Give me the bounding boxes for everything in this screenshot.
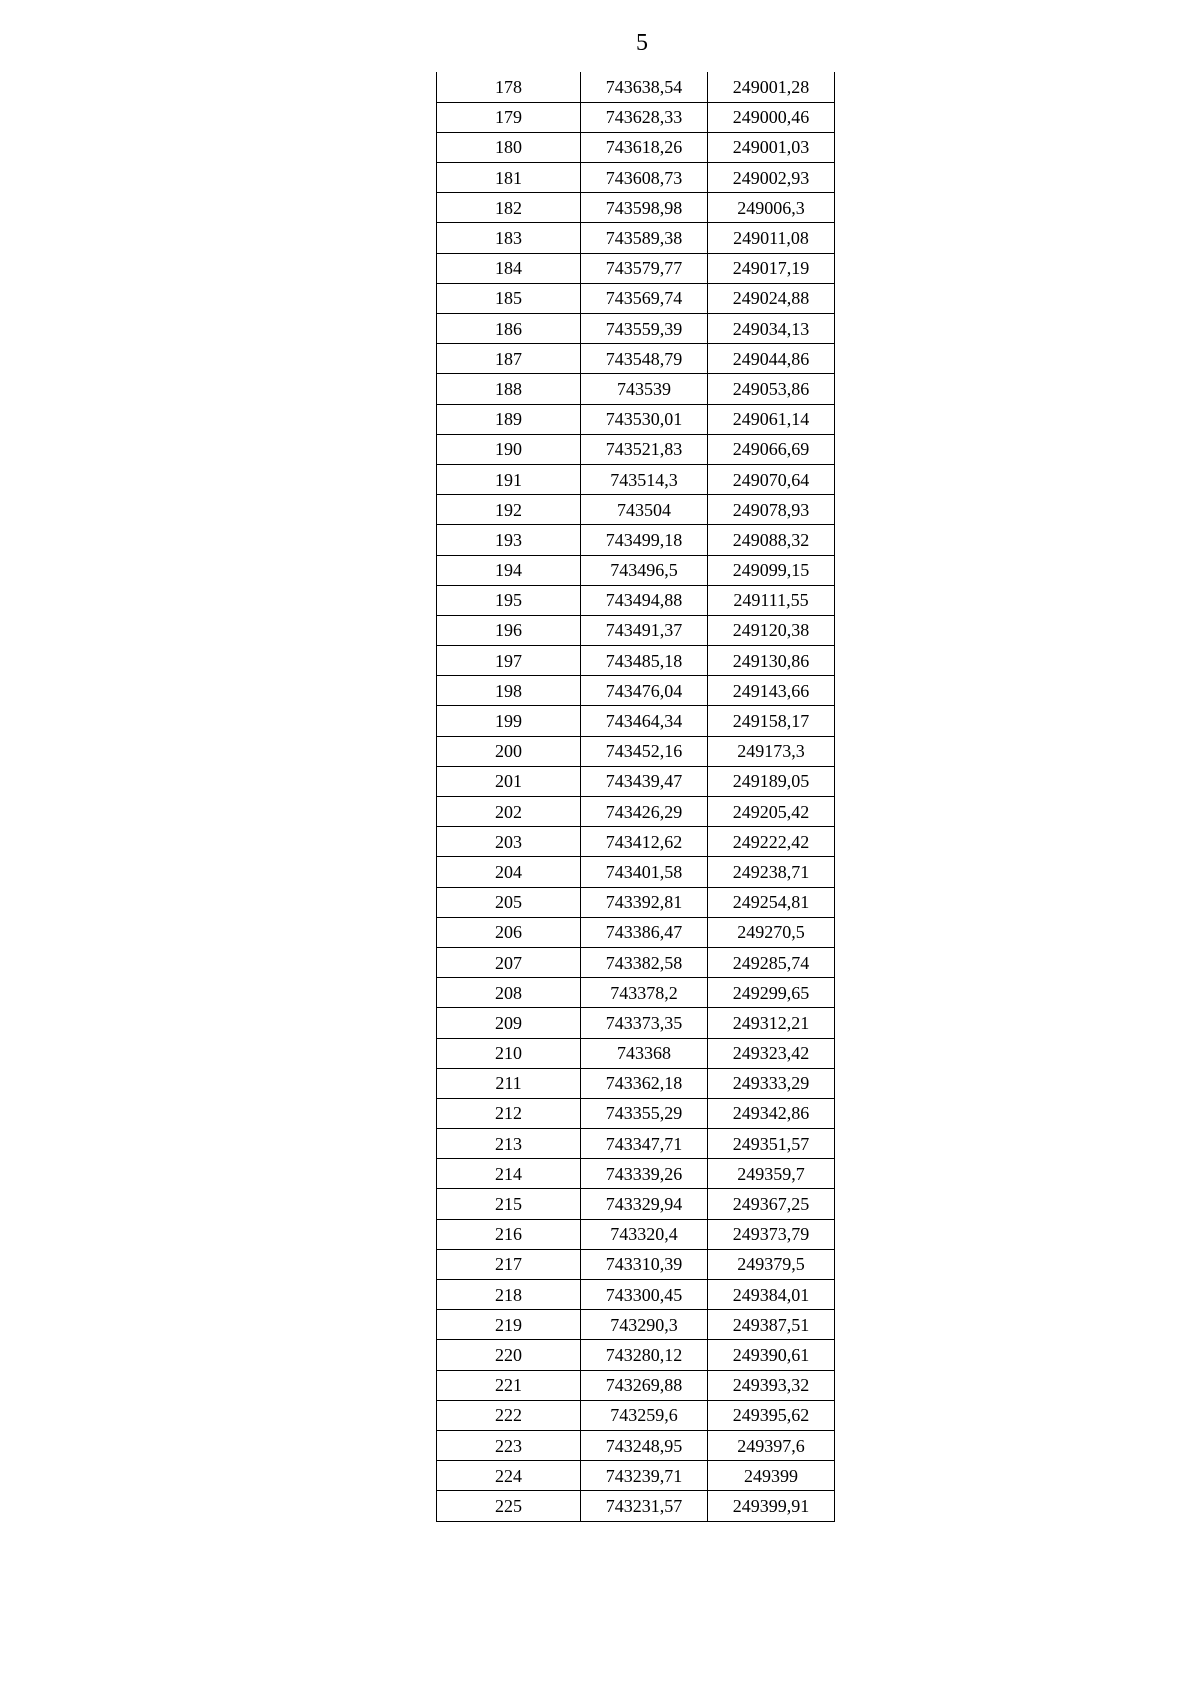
y-coordinate-cell: 249205,42 — [708, 797, 835, 827]
point-number-cell: 193 — [437, 525, 581, 555]
point-number-cell: 214 — [437, 1159, 581, 1189]
y-coordinate-cell: 249189,05 — [708, 766, 835, 796]
table-row — [437, 947, 835, 977]
x-coordinate-cell: 743598,98 — [581, 193, 708, 223]
table-row — [437, 404, 835, 434]
x-coordinate-cell: 743239,71 — [581, 1461, 708, 1491]
table-row — [437, 1370, 835, 1400]
point-number-cell: 195 — [437, 585, 581, 615]
point-number-cell: 201 — [437, 766, 581, 796]
x-coordinate-cell: 743412,62 — [581, 827, 708, 857]
y-coordinate-cell: 249044,86 — [708, 344, 835, 374]
point-number-cell: 218 — [437, 1280, 581, 1310]
point-number-cell: 220 — [437, 1340, 581, 1370]
table-row — [437, 374, 835, 404]
y-coordinate-cell: 249001,03 — [708, 132, 835, 162]
x-coordinate-cell: 743310,39 — [581, 1249, 708, 1279]
x-coordinate-cell: 743638,54 — [581, 72, 708, 102]
x-coordinate-cell: 743339,26 — [581, 1159, 708, 1189]
point-number-cell: 205 — [437, 887, 581, 917]
y-coordinate-cell: 249351,57 — [708, 1129, 835, 1159]
y-coordinate-cell: 249006,3 — [708, 193, 835, 223]
point-number-cell: 200 — [437, 736, 581, 766]
x-coordinate-cell: 743329,94 — [581, 1189, 708, 1219]
table-row — [437, 132, 835, 162]
table-row — [437, 1098, 835, 1128]
y-coordinate-cell: 249312,21 — [708, 1008, 835, 1038]
table-row — [437, 1400, 835, 1430]
x-coordinate-cell: 743548,79 — [581, 344, 708, 374]
x-coordinate-cell: 743530,01 — [581, 404, 708, 434]
point-number-cell: 216 — [437, 1219, 581, 1249]
x-coordinate-cell: 743259,6 — [581, 1400, 708, 1430]
y-coordinate-cell: 249367,25 — [708, 1189, 835, 1219]
point-number-cell: 190 — [437, 434, 581, 464]
y-coordinate-cell: 249393,32 — [708, 1370, 835, 1400]
table-row — [437, 1038, 835, 1068]
table-row — [437, 706, 835, 736]
y-coordinate-cell: 249333,29 — [708, 1068, 835, 1098]
point-number-cell: 187 — [437, 344, 581, 374]
x-coordinate-cell: 743248,95 — [581, 1430, 708, 1460]
table-row — [437, 797, 835, 827]
point-number-cell: 184 — [437, 253, 581, 283]
point-number-cell: 217 — [437, 1249, 581, 1279]
x-coordinate-cell: 743539 — [581, 374, 708, 404]
point-number-cell: 215 — [437, 1189, 581, 1219]
x-coordinate-cell: 743439,47 — [581, 766, 708, 796]
table-row — [437, 585, 835, 615]
table-row — [437, 555, 835, 585]
table-row — [437, 1340, 835, 1370]
y-coordinate-cell: 249061,14 — [708, 404, 835, 434]
table-row — [437, 646, 835, 676]
point-number-cell: 207 — [437, 947, 581, 977]
x-coordinate-cell: 743269,88 — [581, 1370, 708, 1400]
x-coordinate-cell: 743618,26 — [581, 132, 708, 162]
y-coordinate-cell: 249222,42 — [708, 827, 835, 857]
table-row — [437, 827, 835, 857]
point-number-cell: 208 — [437, 978, 581, 1008]
y-coordinate-cell: 249088,32 — [708, 525, 835, 555]
table-row — [437, 253, 835, 283]
point-number-cell: 203 — [437, 827, 581, 857]
table-row — [437, 1068, 835, 1098]
table-row — [437, 1310, 835, 1340]
x-coordinate-cell: 743382,58 — [581, 947, 708, 977]
point-number-cell: 191 — [437, 464, 581, 494]
point-number-cell: 213 — [437, 1129, 581, 1159]
y-coordinate-cell: 249238,71 — [708, 857, 835, 887]
y-coordinate-cell: 249373,79 — [708, 1219, 835, 1249]
x-coordinate-cell: 743378,2 — [581, 978, 708, 1008]
point-number-cell: 183 — [437, 223, 581, 253]
x-coordinate-cell: 743569,74 — [581, 283, 708, 313]
x-coordinate-cell: 743494,88 — [581, 585, 708, 615]
table-row — [437, 736, 835, 766]
x-coordinate-cell: 743452,16 — [581, 736, 708, 766]
x-coordinate-cell: 743496,5 — [581, 555, 708, 585]
x-coordinate-cell: 743300,45 — [581, 1280, 708, 1310]
table-row — [437, 434, 835, 464]
table-row — [437, 193, 835, 223]
y-coordinate-cell: 249399 — [708, 1461, 835, 1491]
table-row — [437, 917, 835, 947]
point-number-cell: 199 — [437, 706, 581, 736]
point-number-cell: 209 — [437, 1008, 581, 1038]
table-row — [437, 857, 835, 887]
point-number-cell: 182 — [437, 193, 581, 223]
point-number-cell: 210 — [437, 1038, 581, 1068]
point-number-cell: 196 — [437, 615, 581, 645]
table-row — [437, 283, 835, 313]
x-coordinate-cell: 743521,83 — [581, 434, 708, 464]
table-row — [437, 223, 835, 253]
point-number-cell: 189 — [437, 404, 581, 434]
y-coordinate-cell: 249070,64 — [708, 464, 835, 494]
y-coordinate-cell: 249342,86 — [708, 1098, 835, 1128]
y-coordinate-cell: 249399,91 — [708, 1491, 835, 1521]
table-row — [437, 1280, 835, 1310]
point-number-cell: 197 — [437, 646, 581, 676]
point-number-cell: 204 — [437, 857, 581, 887]
point-number-cell: 206 — [437, 917, 581, 947]
table-row — [437, 1129, 835, 1159]
point-number-cell: 219 — [437, 1310, 581, 1340]
table-row — [437, 1491, 835, 1521]
x-coordinate-cell: 743485,18 — [581, 646, 708, 676]
page-number: 5 — [636, 30, 648, 56]
x-coordinate-cell: 743579,77 — [581, 253, 708, 283]
x-coordinate-cell: 743392,81 — [581, 887, 708, 917]
table-row — [437, 525, 835, 555]
table-row — [437, 1159, 835, 1189]
point-number-cell: 194 — [437, 555, 581, 585]
x-coordinate-cell: 743426,29 — [581, 797, 708, 827]
point-number-cell: 180 — [437, 132, 581, 162]
x-coordinate-cell: 743347,71 — [581, 1129, 708, 1159]
x-coordinate-cell: 743401,58 — [581, 857, 708, 887]
y-coordinate-cell: 249359,7 — [708, 1159, 835, 1189]
y-coordinate-cell: 249099,15 — [708, 555, 835, 585]
y-coordinate-cell: 249270,5 — [708, 917, 835, 947]
x-coordinate-cell: 743231,57 — [581, 1491, 708, 1521]
y-coordinate-cell: 249066,69 — [708, 434, 835, 464]
table-row — [437, 344, 835, 374]
y-coordinate-cell: 249053,86 — [708, 374, 835, 404]
y-coordinate-cell: 249387,51 — [708, 1310, 835, 1340]
y-coordinate-cell: 249397,6 — [708, 1430, 835, 1460]
y-coordinate-cell: 249024,88 — [708, 283, 835, 313]
x-coordinate-cell: 743476,04 — [581, 676, 708, 706]
point-number-cell: 222 — [437, 1400, 581, 1430]
x-coordinate-cell: 743628,33 — [581, 102, 708, 132]
table-row — [437, 766, 835, 796]
x-coordinate-cell: 743608,73 — [581, 163, 708, 193]
x-coordinate-cell: 743362,18 — [581, 1068, 708, 1098]
y-coordinate-cell: 249001,28 — [708, 72, 835, 102]
y-coordinate-cell: 249254,81 — [708, 887, 835, 917]
point-number-cell: 192 — [437, 495, 581, 525]
y-coordinate-cell: 249143,66 — [708, 676, 835, 706]
y-coordinate-cell: 249158,17 — [708, 706, 835, 736]
x-coordinate-cell: 743491,37 — [581, 615, 708, 645]
y-coordinate-cell: 249002,93 — [708, 163, 835, 193]
x-coordinate-cell: 743464,34 — [581, 706, 708, 736]
point-number-cell: 185 — [437, 283, 581, 313]
x-coordinate-cell: 743386,47 — [581, 917, 708, 947]
coordinates-table-body — [437, 72, 835, 1521]
table-row — [437, 1008, 835, 1038]
table-row — [437, 1219, 835, 1249]
point-number-cell: 179 — [437, 102, 581, 132]
point-number-cell: 211 — [437, 1068, 581, 1098]
coordinates-table — [436, 72, 835, 1522]
table-row — [437, 978, 835, 1008]
x-coordinate-cell: 743290,3 — [581, 1310, 708, 1340]
y-coordinate-cell: 249130,86 — [708, 646, 835, 676]
x-coordinate-cell: 743504 — [581, 495, 708, 525]
point-number-cell: 202 — [437, 797, 581, 827]
table-row — [437, 1461, 835, 1491]
point-number-cell: 212 — [437, 1098, 581, 1128]
point-number-cell: 181 — [437, 163, 581, 193]
x-coordinate-cell: 743373,35 — [581, 1008, 708, 1038]
y-coordinate-cell: 249299,65 — [708, 978, 835, 1008]
x-coordinate-cell: 743355,29 — [581, 1098, 708, 1128]
y-coordinate-cell: 249379,5 — [708, 1249, 835, 1279]
point-number-cell: 221 — [437, 1370, 581, 1400]
y-coordinate-cell: 249395,62 — [708, 1400, 835, 1430]
point-number-cell: 186 — [437, 314, 581, 344]
y-coordinate-cell: 249390,61 — [708, 1340, 835, 1370]
table-row — [437, 163, 835, 193]
point-number-cell: 198 — [437, 676, 581, 706]
table-row — [437, 102, 835, 132]
y-coordinate-cell: 249111,55 — [708, 585, 835, 615]
y-coordinate-cell: 249078,93 — [708, 495, 835, 525]
table-row — [437, 72, 835, 102]
x-coordinate-cell: 743368 — [581, 1038, 708, 1068]
y-coordinate-cell: 249017,19 — [708, 253, 835, 283]
table-row — [437, 314, 835, 344]
x-coordinate-cell: 743589,38 — [581, 223, 708, 253]
table-row — [437, 1189, 835, 1219]
y-coordinate-cell: 249034,13 — [708, 314, 835, 344]
point-number-cell: 224 — [437, 1461, 581, 1491]
y-coordinate-cell: 249120,38 — [708, 615, 835, 645]
point-number-cell: 225 — [437, 1491, 581, 1521]
x-coordinate-cell: 743514,3 — [581, 464, 708, 494]
x-coordinate-cell: 743559,39 — [581, 314, 708, 344]
table-row — [437, 887, 835, 917]
table-row — [437, 676, 835, 706]
x-coordinate-cell: 743499,18 — [581, 525, 708, 555]
y-coordinate-cell: 249000,46 — [708, 102, 835, 132]
y-coordinate-cell: 249323,42 — [708, 1038, 835, 1068]
y-coordinate-cell: 249011,08 — [708, 223, 835, 253]
table-row — [437, 495, 835, 525]
table-row — [437, 615, 835, 645]
y-coordinate-cell: 249173,3 — [708, 736, 835, 766]
x-coordinate-cell: 743280,12 — [581, 1340, 708, 1370]
x-coordinate-cell: 743320,4 — [581, 1219, 708, 1249]
point-number-cell: 223 — [437, 1430, 581, 1460]
table-row — [437, 1430, 835, 1460]
table-row — [437, 1249, 835, 1279]
point-number-cell: 178 — [437, 72, 581, 102]
table-row — [437, 464, 835, 494]
y-coordinate-cell: 249285,74 — [708, 947, 835, 977]
point-number-cell: 188 — [437, 374, 581, 404]
y-coordinate-cell: 249384,01 — [708, 1280, 835, 1310]
